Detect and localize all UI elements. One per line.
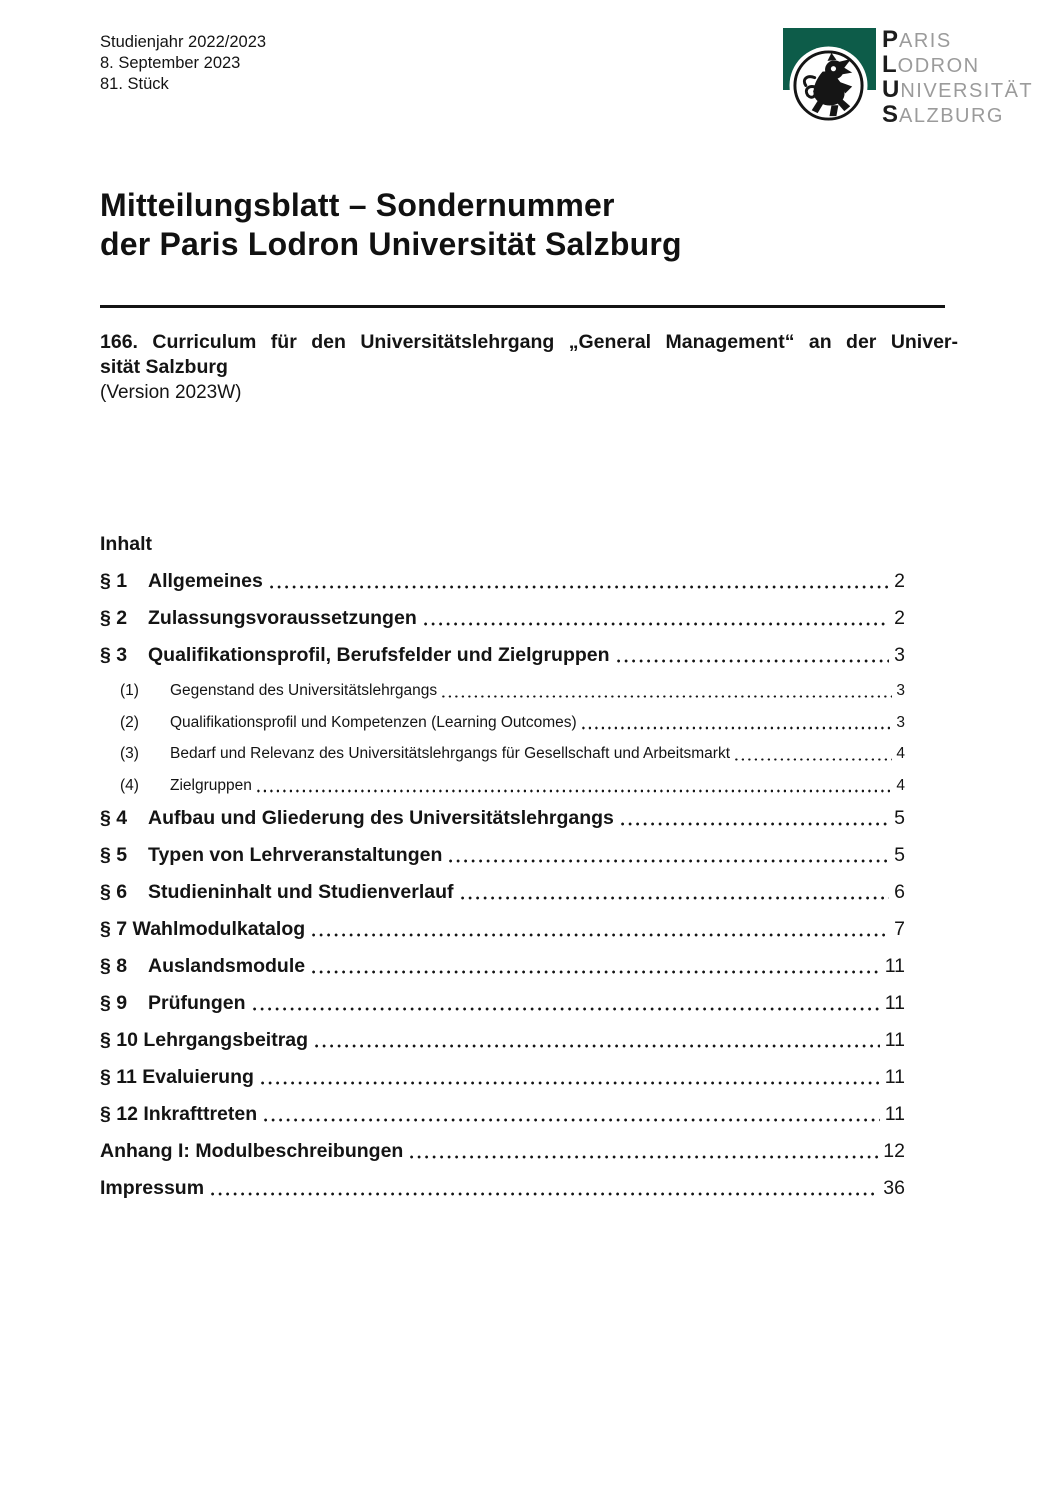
toc-dot-leader bbox=[442, 695, 892, 699]
toc-dot-leader bbox=[424, 622, 889, 626]
page-title-line2: der Paris Lodron Universität Salzburg bbox=[100, 226, 682, 262]
lion-emblem-icon bbox=[789, 46, 868, 125]
toc-entry-title: § 12 Inkrafttreten bbox=[100, 1103, 258, 1125]
toc-entry-label: § 8 bbox=[100, 955, 128, 977]
toc-entry-title: Auslandsmodule bbox=[148, 955, 306, 977]
toc-entry-page: 4 bbox=[896, 776, 905, 794]
toc-entry-title: Qualifikationsprofil, Berufsfelder und Zielgruppen bbox=[148, 644, 610, 666]
study-year: Studienjahr 2022/2023 bbox=[100, 33, 267, 51]
divider-rule bbox=[100, 305, 945, 308]
issue-info bbox=[100, 32, 266, 95]
toc-entry-label: § 9 bbox=[100, 992, 128, 1014]
page-title bbox=[100, 186, 958, 264]
toc-entry-par4[interactable] bbox=[100, 807, 905, 829]
toc-entry-page: 5 bbox=[894, 844, 905, 866]
toc-entry-par7[interactable] bbox=[100, 918, 905, 940]
toc-entry-par9[interactable] bbox=[100, 992, 905, 1014]
toc-entry-title: Allgemeines bbox=[148, 570, 263, 592]
toc-entry-page: 36 bbox=[883, 1177, 905, 1199]
toc-entry-title: Zulassungsvoraussetzungen bbox=[148, 607, 417, 629]
toc-entry-page: 3 bbox=[896, 713, 905, 731]
toc-dot-leader bbox=[461, 896, 890, 900]
toc-entry-par6[interactable] bbox=[100, 881, 905, 903]
toc-entry-title: § 11 Evaluierung bbox=[100, 1066, 254, 1088]
curriculum-title-line2: sität Salzburg bbox=[100, 356, 228, 378]
toc-entry-title: Typen von Lehrveranstaltungen bbox=[148, 844, 443, 866]
logo-line-lodron: LODRON bbox=[882, 51, 980, 78]
toc-dot-leader bbox=[261, 1081, 880, 1085]
toc-dot-leader bbox=[257, 789, 893, 793]
toc-entry-par11[interactable] bbox=[100, 1066, 905, 1088]
toc-entry-page: 3 bbox=[894, 644, 905, 666]
toc-entry-label: (3) bbox=[120, 745, 139, 762]
logo-line-paris: PARIS bbox=[882, 26, 952, 53]
version-label: (Version 2023W) bbox=[100, 382, 242, 403]
toc-entry-label: § 3 bbox=[100, 644, 128, 666]
toc-entry-par3-sub3[interactable] bbox=[100, 744, 905, 763]
toc-entry-title: Gegenstand des Universitätslehrgangs bbox=[170, 682, 438, 699]
toc-entry-title: Bedarf und Relevanz des Universitätslehrgangs für Gesellschaft und Arbeitsmarkt bbox=[170, 745, 731, 762]
toc-entry-label: (1) bbox=[120, 682, 139, 699]
toc-entry-page: 3 bbox=[896, 682, 905, 699]
toc-entry-par3-sub4[interactable] bbox=[100, 776, 905, 795]
toc-dot-leader bbox=[449, 859, 889, 863]
toc-entry-par8[interactable] bbox=[100, 955, 905, 977]
toc-dot-leader bbox=[312, 933, 889, 937]
toc-entry-title: § 7 Wahlmodulkatalog bbox=[100, 918, 306, 940]
toc-dot-leader bbox=[621, 822, 889, 826]
toc-entry-title: Aufbau und Gliederung des Universitätslehrgangs bbox=[148, 807, 614, 829]
toc-entry-par3[interactable] bbox=[100, 644, 905, 666]
toc-entry-par2[interactable] bbox=[100, 607, 905, 629]
toc-entry-par3-sub2[interactable] bbox=[100, 713, 905, 732]
toc-entry-par1[interactable] bbox=[100, 570, 905, 592]
issue-date: 8. September 2023 bbox=[100, 54, 241, 72]
toc-entry-page: 11 bbox=[884, 1103, 905, 1125]
toc-dot-leader bbox=[264, 1118, 880, 1122]
toc-entry-label: § 2 bbox=[100, 607, 128, 629]
document-subtitle bbox=[100, 330, 958, 405]
toc-entry-label: § 6 bbox=[100, 881, 128, 903]
toc-entry-page: 11 bbox=[884, 1029, 905, 1051]
toc-entry-label: (4) bbox=[120, 776, 139, 794]
toc-dot-leader bbox=[617, 659, 890, 663]
toc-entry-page: 11 bbox=[884, 1066, 905, 1088]
toc-entry-title: Prüfungen bbox=[148, 992, 246, 1014]
toc-entry-title: Studieninhalt und Studienverlauf bbox=[148, 881, 454, 903]
toc-entry-title: Impressum bbox=[100, 1177, 205, 1199]
toc-entry-page: 4 bbox=[896, 745, 905, 762]
toc-entry-par10[interactable] bbox=[100, 1029, 905, 1051]
toc-entry-title: § 10 Lehrgangsbeitrag bbox=[100, 1029, 309, 1051]
toc-entry-label: (2) bbox=[120, 713, 139, 731]
issue-number: 81. Stück bbox=[100, 75, 169, 93]
toc-entry-page: 12 bbox=[883, 1140, 905, 1162]
toc-entry-par5[interactable] bbox=[100, 844, 905, 866]
toc-dot-leader bbox=[582, 726, 893, 730]
toc-entry-anhang[interactable] bbox=[100, 1140, 905, 1162]
toc-entry-title: Anhang I: Modulbeschreibungen bbox=[100, 1140, 404, 1162]
toc-entry-page: 6 bbox=[894, 881, 905, 903]
toc-dot-leader bbox=[410, 1155, 878, 1159]
table-of-contents bbox=[100, 570, 958, 1199]
toc-entry-page: 11 bbox=[884, 992, 905, 1014]
toc-dot-leader bbox=[211, 1192, 878, 1196]
toc-entry-label: § 5 bbox=[100, 844, 128, 866]
toc-entry-page: 11 bbox=[884, 955, 905, 977]
logo-line-universitaet: UNIVERSITÄT bbox=[882, 76, 1034, 103]
logo-line-salzburg: SALZBURG bbox=[882, 101, 1004, 128]
toc-entry-label: § 1 bbox=[100, 570, 128, 592]
toc-dot-leader bbox=[253, 1007, 880, 1011]
logo-wordmark bbox=[882, 27, 1033, 127]
toc-entry-page: 2 bbox=[894, 570, 905, 592]
page-title-line1: Mitteilungsblatt – Sondernummer bbox=[100, 187, 615, 223]
toc-entry-impressum[interactable] bbox=[100, 1177, 905, 1199]
toc-dot-leader bbox=[315, 1044, 880, 1048]
toc-entry-page: 7 bbox=[894, 918, 905, 940]
toc-dot-leader bbox=[312, 970, 880, 974]
toc-entry-par12[interactable] bbox=[100, 1103, 905, 1125]
curriculum-title-line1: 166. Curriculum für den Universitätslehrgang „General Management“ an der Univer- bbox=[100, 331, 958, 353]
toc-dot-leader bbox=[735, 758, 892, 762]
toc-entry-page: 2 bbox=[894, 607, 905, 629]
toc-entry-label: § 4 bbox=[100, 807, 128, 829]
toc-heading: Inhalt bbox=[100, 533, 152, 555]
toc-dot-leader bbox=[270, 585, 889, 589]
university-logo bbox=[783, 26, 1043, 131]
toc-entry-title: Zielgruppen bbox=[170, 776, 252, 794]
toc-entry-page: 5 bbox=[894, 807, 905, 829]
toc-entry-par3-sub1[interactable] bbox=[100, 681, 905, 700]
toc-entry-title: Qualifikationsprofil und Kompetenzen (Learning Outcomes) bbox=[170, 713, 577, 731]
